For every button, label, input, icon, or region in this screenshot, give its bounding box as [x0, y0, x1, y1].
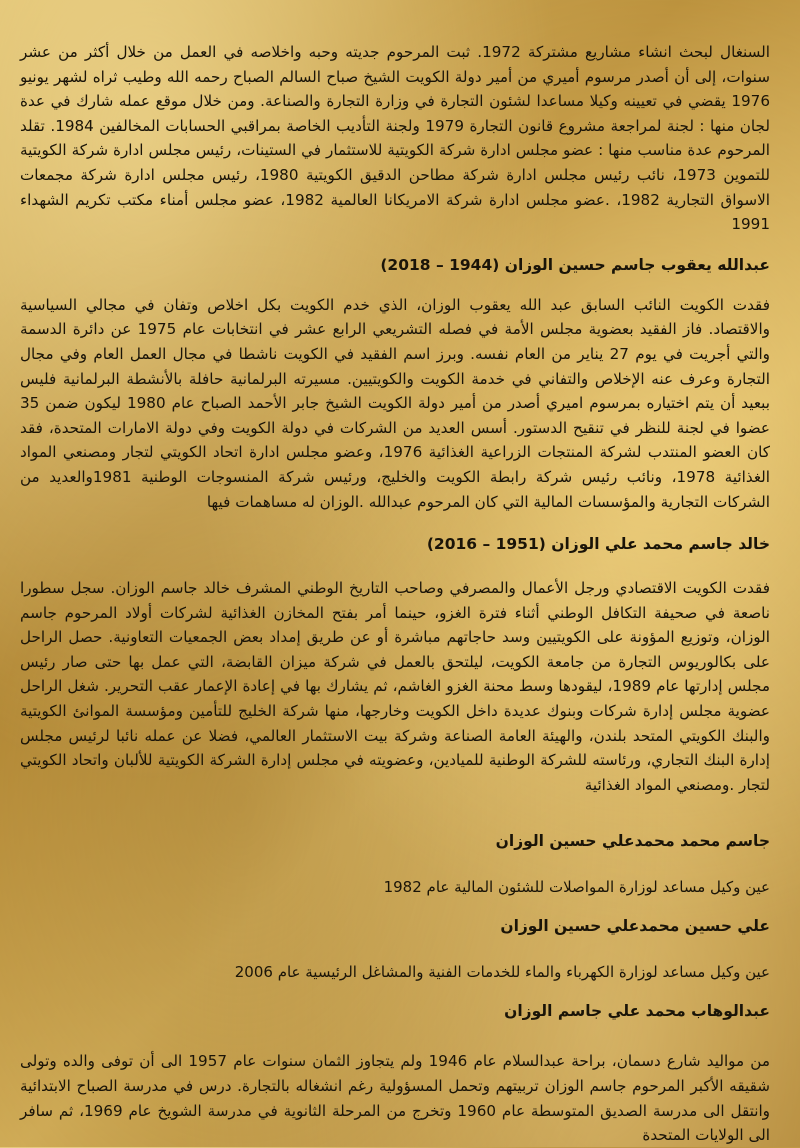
heading-abdullah-alwazzan: عبدالله يعقوب جاسم حسين الوزان (1944 – 2018)	[380, 255, 770, 274]
heading-ali-alwazzan: علي حسين محمدعلي حسين الوزان	[500, 917, 770, 936]
intro-paragraph: السنغال لبحث انشاء مشاريع مشتركة 1972. ثبت المرحوم جديته وحبه واخلاصه في العمل من خلال أكثر من عشر سنوات، إلى أن أصدر مرسوم أميري من أمير دولة الكويت الشيخ صباح السالم الصباح رحمه الله وطيب ثراه لشهر يونيو 1976 يقضي في تعيينه وكيلا مساعدا لشئون التجارة في وزارة التجارة والصناعة. ومن خلال موقع عمله شارك في عدة لجان منها : لجنة لمراجعة مشروع قانون التجارة 1979 ولجنة التأديب الخاصة بمراقبي الحسابات المخالفين 1984. تقلد المرحوم عدة مناسب منها : عضو مجلس ادارة شركة الكويتية للاستثمار في الستينات، رئيس مجلس ادارة شركة الكويتية للتموين 1973، نائب رئيس مجلس ادارة شركة مطاحن الدقيق الكويتية 1980، رئيس مجلس ادارة شركة مجمعات الاسواق التجارية 1982، .عضو مجلس ادارة شركة الامريكانا العالمية 1982، عضو مجلس أمناء مكتب تكريم الشهداء 1991	[20, 43, 770, 234]
heading-jassim-alwazzan: جاسم محمد محمدعلي حسين الوزان	[495, 832, 770, 851]
heading-khaled-alwazzan: خالد جاسم محمد علي الوزان (1951 – 2016)	[426, 535, 770, 554]
heading-abdulwahab-alwazzan: عبدالوهاب محمد علي جاسم الوزان	[504, 1002, 770, 1021]
jassim-appointment-line: عين وكيل مساعد لوزارة المواصلات للشئون المالية عام 1982	[383, 878, 770, 897]
abdullah-biography-paragraph: فقدت الكويت النائب السابق عبد الله يعقوب الوزان، الذي خدم الكويت بكل اخلاص وتفان في مجالي السياسية والاقتصاد. فاز الفقيد بعضوية مجلس الأمة في فصله التشريعي الرابع عشر في انتخابات عام 1975 عن دائرة الدسمة والتي أجريت في يوم 27 يناير من العام نفسه. وبرز اسم الفقيد في الكويت ناشطا في مجال العمل العام وفي مجال التجارة وعرف عنه الإخلاص والتفاني في خدمة الكويت والكويتيين. مسيرته البرلمانية حافلة بالأنشطة البرلمانية فليس ببعيد أن يتم اختياره بمرسوم اميري أصدر من أمير دولة الكويت الشيخ جابر الأحمد الصباح عام 1980 ليكون ضمن 35 عضوا في لجنة للنظر في تنقيح الدستور. أسس العديد من الشركات في دولة الكويت وفي دولة الامارات المتحدة، فقد كان العضو المنتدب لشركة المنتجات الزراعية الغذائية 1976، وعضو مجلس ادارة اتحاد الكويتي لتجار ومصنعي المواد الغذائية 1978، ونائب رئيس شركة رابطة الكويت والخليج، ورئيس شركة المنسوجات الوطنية 1981والعديد من الشركات التجارية والمؤسسات المالية التي كان المرحوم عبدالله .الوزان له مساهمات فيها	[20, 295, 770, 511]
khaled-biography-paragraph: فقدت الكويت الاقتصادي ورجل الأعمال والمصرفي وصاحب التاريخ الوطني المشرف خالد جاسم الوزان. سجل سطورا ناصعة في صحيفة التكافل الوطني أثناء فترة الغزو، حينما أمر بفتح المخازن الغذائية لشركات أولاد المرحوم جاسم الوزان، وتوزيع المؤونة على الكويتيين وسد حاجاتهم مباشرة أو عن طريق إمداد بعض الجمعيات التعاونية. حصل الراحل على بكالوريوس التجارة من جامعة الكويت، ليلتحق بالعمل في شركة ميزان القابضة، التي عمل بها حتى صار رئيس مجلس إدارتها عام 1989، ليقودها وسط محنة الغزو الغاشم، ثم يشارك بها في إعادة الإعمار عقب التحرير. شغل الراحل عضوية مجلس إدارة شركات وبنوك عديدة داخل الكويت وخارجها، منها شركة الخليج للتأمين ومؤسسة الموانئ الكويتية والبنك الكويتي المتحد بلندن، والهيئة العامة الصناعة وشركة بيت الاستثمار العالمي، فضلا عن عمله نائبا لرئيس مجلس إدارة البنك التجاري، ورئاسته للشركة الوطنية للميادين، وعضويته في مجلس إدارة الشركة الكويتية للألبان واتحاد الكويتي لتجار .ومصنعي المواد الغذائية	[20, 579, 770, 794]
ali-appointment-line: عين وكيل مساعد لوزارة الكهرباء والماء للخدمات الفنية والمشاغل الرئيسية عام 2006	[234, 963, 770, 982]
abdulwahab-biography-paragraph: من مواليد شارع دسمان، براحة عبدالسلام عام 1946 ولم يتجاوز الثمان سنوات عام 1957 الى أن توفى والده وتولى شقيقه الأكبر المرحوم جاسم الوزان تربيتهم وتحمل المسؤولية رغم انشغاله بالتجارة. درس في مدرسة الصباح الابتدائية وانتقل الى مدرسة الصديق المتوسطة عام 1960 وتخرج من المرحلة الثانوية في مدرسة الشويخ عام 1969، ثم سافر الى الولايات المتحدة	[20, 1052, 770, 1145]
